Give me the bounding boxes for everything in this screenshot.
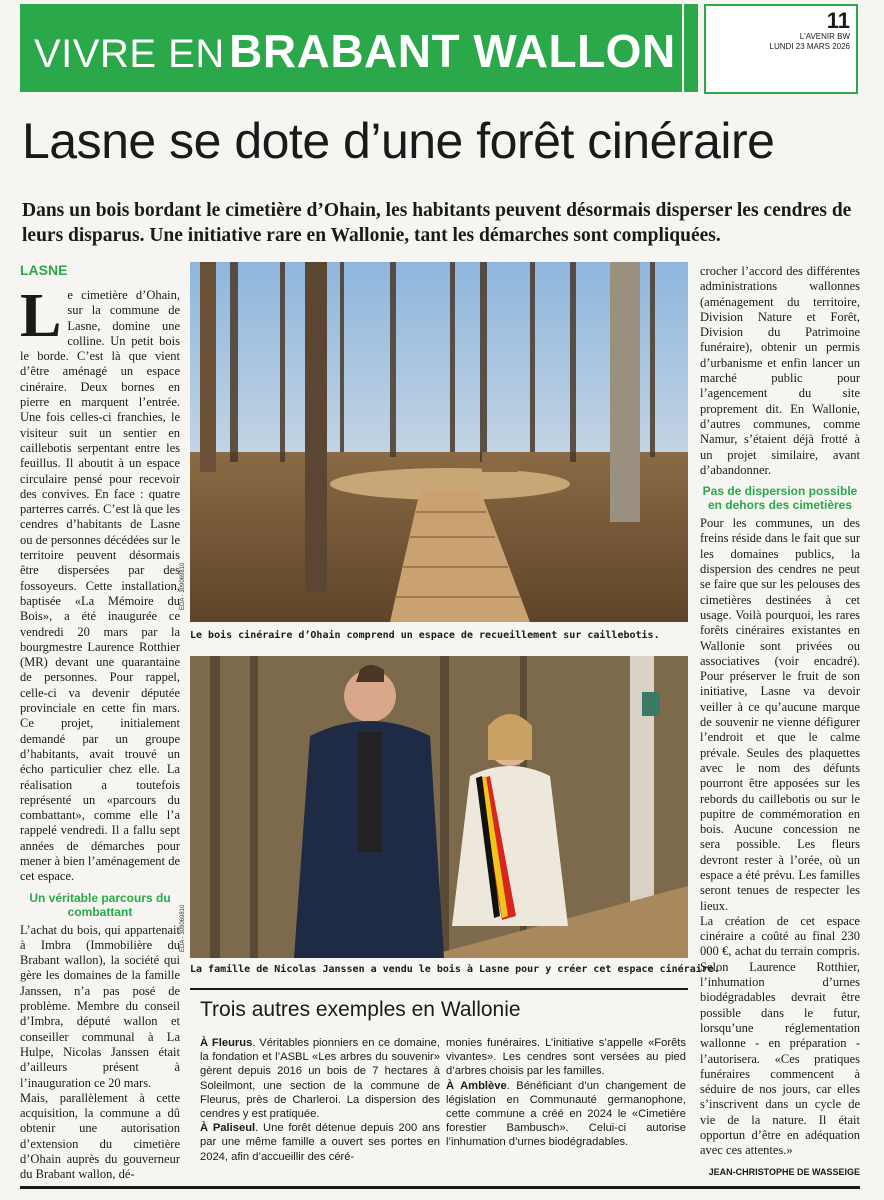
box-column-right bbox=[446, 1036, 686, 1150]
kicker: LASNE bbox=[20, 262, 68, 278]
box-text: . Véritables pionniers en ce domaine, la fondation et l’ASBL «Les arbres du souvenir» gèrent depuis 2016 un bois de 7 hectares à Soleilmont, une section de la commune de Fleurus, près de Charleroi. La dispersion des cendres y est pratiquée. bbox=[200, 1037, 440, 1121]
photo-credit: EDA - 309069810 bbox=[180, 904, 186, 952]
author-signature: JEAN-CHRISTOPHE DE WASSEIGE bbox=[708, 1166, 860, 1177]
article-paragraph: Pour les communes, un des freins réside dans le fait que sur les domaines publics, la dispersion des cendres ne peut se faire que sur les pelouses des cimetières destinées à cet usage. Voilà pourquoi, les rares forêts cinéraires existantes en Wallonie sont privées ou associatives (voir encadré). Pour préserver le fruit de son initiative, Lasne va devoir veiller à ce qu’aucune marque de souvenir ne vienne défigurer l’endroit et que le calme prévale. Seules des plaquettes avec le nom des défunts pourront être apposées sur les rebords du caillebotis ou sur le pupitre de commémoration en bois. Aucune concession ne sera possible. Les fleurs devront rester à l’orée, où un espace a été prévu. Les familles seront tenues de respecter les lieux. bbox=[700, 516, 860, 913]
box-paragraph bbox=[200, 1036, 440, 1121]
article-paragraph: La création de cet espace cinéraire a coûté au final 230 000 €, achat du terrain compris. Selon Laurence Rotthier, l’inhumation d’urnes biodégradables devrait être possible dans le futur, lorsqu’une réglementation wallonne - en préparation - l’autorisera. «Ces pratiques funéraires commencent à séduire de nos jours, car elles s’inscrivent dans un cycle de vie de la nature. Il était opportun d’être en adéquation avec ces attentes.» bbox=[700, 913, 860, 1158]
article-paragraph: L’achat du bois, qui appartenait à Imbra (Immobilière du Brabant wallon), la société qui gère les domaines de la famille Janssen, n’a pas posé de problème. Membre du conseil d’Imbra, député wallon et conseiller communal à La Hulpe, Nicolas Janssen était d’ailleurs présent à l’inauguration ce 20 mars. bbox=[20, 922, 180, 1090]
page-number: 11 bbox=[826, 8, 850, 33]
box-title: Trois autres exemples en Wallonie bbox=[200, 998, 521, 1021]
box-column-left bbox=[200, 1036, 440, 1164]
people-photo bbox=[190, 656, 688, 958]
place-name: À Paliseul bbox=[200, 1122, 256, 1135]
band-stripe bbox=[684, 4, 698, 92]
box-text: . Une forêt détenue depuis 200 ans par une même famille a ouvert ses portes en 2024, afin d’accueillir des céré- bbox=[200, 1122, 440, 1163]
article-paragraph bbox=[20, 282, 180, 885]
publication-date: LUNDI 23 MARS 2026 bbox=[769, 42, 850, 51]
headline: Lasne se dote d’une forêt cinéraire bbox=[22, 113, 775, 169]
subheading: Un véritable parcours du combattant bbox=[29, 890, 171, 919]
column-left bbox=[20, 282, 180, 1182]
sidebar-box bbox=[190, 988, 688, 1174]
paragraph-text: e cimetière d’Ohain, sur la commune de Lasne, domine une colline. Un petit bois le borde. C’est là que vient d’être aménagé un espace cinéraire. Deux bornes en pierre en marquent l’entrée. Une fois celles-ci franchies, le visiteur suit un sentier en caillebotis serpentant entre les feuillus. Il aboutit à un espace circulaire pensé pour recevoir des convives. En face : quatre parterres carrés. C’est là que les cendres d’habitants de Lasne ou de personnes décédées sur le territoire peuvent désormais être dispersées par des fossoyeurs. Cette installation, baptisée «La Mémoire du Bois», a été inaugurée ce vendredi 20 mars par la bourgmestre Laurence Rotthier (MR) devant une quarantaine de personnes. Pour rappel, celle-ci va devenir députée provinciale en cette fin mars. Ce projet, initialement demandé par un groupe d’habitants, avait trouvé un écho particulier chez elle. La réalisation a toutefois représenté un «parcours du combattant», comme elle l’a rappelé vendredi. Il a fallu sept années de démarches pour mener à bien l’aménagement de cet espace. bbox=[20, 288, 180, 884]
subheading: Pas de dispersion possible en dehors des cimetières bbox=[702, 484, 858, 513]
bottom-rule bbox=[20, 1186, 860, 1189]
box-paragraph: monies funéraires. L’initiative s’appelle «Forêts vivantes». Les cendres sont versées au pied d’arbres choisis par les familles. bbox=[446, 1037, 686, 1078]
people-illustration bbox=[190, 656, 688, 958]
section-band bbox=[20, 4, 682, 92]
deck: Dans un bois bordant le cimetière d’Ohain, les habitants peuvent désormais disperser les cendres de leurs disparus. Une initiative rare en Wallonie, tant les démarches sont compliquées. bbox=[22, 200, 852, 246]
page-info-box bbox=[704, 4, 858, 94]
photo-credit: EDA - 309069810 bbox=[180, 562, 186, 610]
photo-caption: Le bois cinéraire d’Ohain comprend un espace de recueillement sur caillebotis. bbox=[190, 630, 660, 641]
section-title-bold: BRABANT WALLON bbox=[229, 25, 676, 77]
article-paragraph: crocher l’accord des différentes administrations wallonnes (aménagement du territoire, Division Nature et Forêt, Division du Patrimoine funéraire), obtenir un permis d’urbanisme et enfin lancer un marché public pour l’agencement du site proprement dit. En Wallonie, d’autres communes, comme Namur, s’étaient déjà frotté à un projet similaire, avant d’abandonner. bbox=[700, 264, 860, 477]
box-paragraph bbox=[200, 1121, 440, 1164]
forest-illustration bbox=[190, 262, 688, 622]
section-title-light: VIVRE EN bbox=[34, 32, 225, 76]
place-name: À Amblève bbox=[446, 1079, 507, 1092]
box-paragraph bbox=[446, 1079, 686, 1150]
column-right bbox=[700, 264, 860, 1177]
photo-caption: La famille de Nicolas Janssen a vendu le bois à Lasne pour y créer cet espace cinéraire. bbox=[190, 964, 720, 975]
place-name: À Fleurus bbox=[200, 1037, 253, 1049]
section-title bbox=[34, 24, 676, 78]
publication-name: L'AVENIR BW bbox=[799, 32, 850, 41]
box-text: . Bénéficiant d’un changement de législation en Communauté germanophone, cette commune a créé en 2024 le «Cimetière forestier Bambusch». Celui-ci autorise l’inhumation d’urnes biodégradables. bbox=[446, 1079, 686, 1149]
forest-photo bbox=[190, 262, 688, 622]
dropcap: L bbox=[20, 282, 62, 350]
article-paragraph: Mais, parallèlement à cette acquisition, la commune a dû obtenir une autorisation d’extension du cimetière d’Ohain auprès du gouverneur du Brabant wallon, dé- bbox=[20, 1090, 180, 1182]
